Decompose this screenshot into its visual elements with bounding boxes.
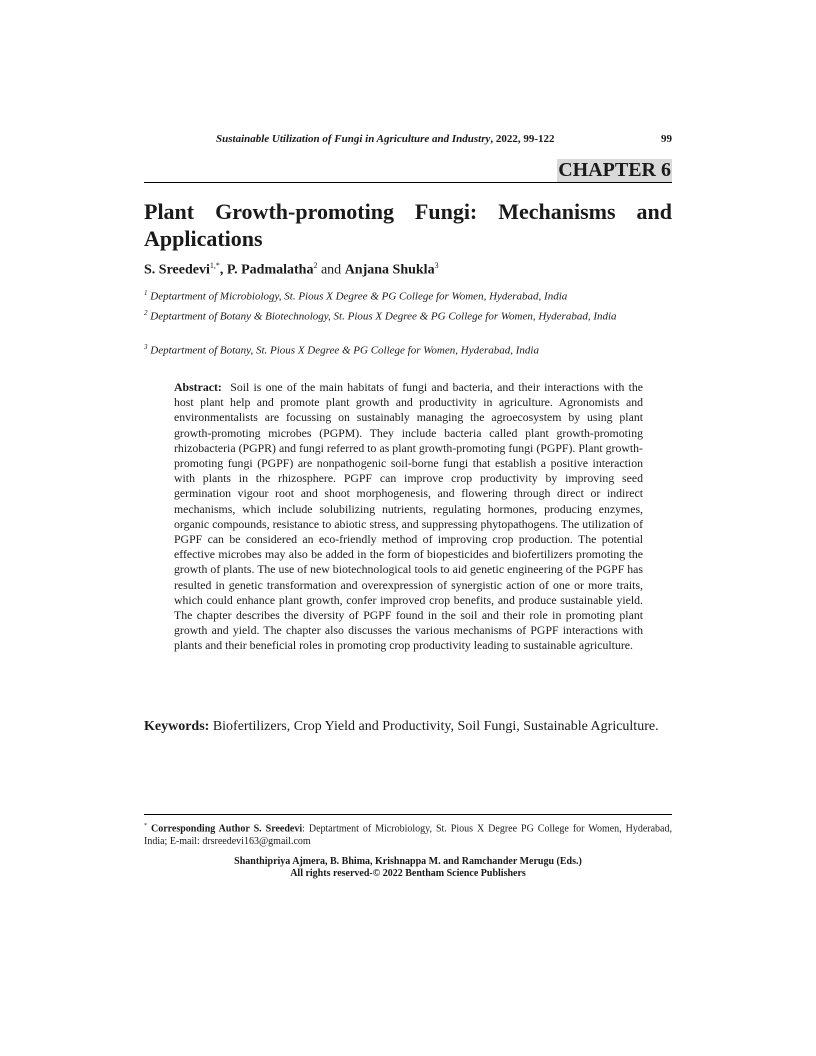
affiliation-1: [144, 286, 672, 305]
affiliation-text: Deptartment of Microbiology, St. Pious X Degree & PG College for Women, Hyderabad, India: [150, 290, 568, 303]
author-sep: and: [317, 262, 345, 278]
citation: , 2022, 99-122: [490, 133, 555, 145]
author-name: P. Padmalatha: [226, 262, 314, 278]
abstract-text: Soil is one of the main habitats of fungi and bacteria, and their interactions with the host plant help and promote plant growth and productivity in agriculture. Agronomists and environmentalists are focussing on sustainably managing the agroecosystem by using plant growth-promoting microbes (PGPM). They include bacteria called plant growth-promoting rhizobacteria (PGPR) and fungi referred to as plant growth-promoting fungi (PGPF). Plant growth-promoting fungi (PGPF) are nonpathogenic soil-borne fungi that establish a positive interaction with plants in the rhizosphere. PGPF can improve crop productivity by improving seed germination vigour root and shoot morphogenesis, and flowering through direct or indirect mechanisms, which include solubilizing nutrients, regulating hormones, producing enzymes, organic compounds, resistance to abiotic stress, and suppressing phytopathogens. The utilization of PGPF can be considered an eco-friendly method of improving crop production. The potential effective microbes may also be added in the form of biopesticides and biofertilizers promoting the growth of plants. The use of new biotechnological tools to aid genetic engineering of the PGPF has resulted in genetic transformation and overexpression of synergistic action of one or more traits, which could enhance plant growth, confer improved crop benefits, and produce sustainable yield. The chapter describes the diversity of PGPF found in the soil and their role in promoting plant growth and yield. The chapter also discusses the various mechanisms of PGPF interactions with plants and their beneficial roles in promoting crop productivity leading to sustainable agriculture.: [174, 380, 644, 653]
author-sup: 3: [434, 261, 439, 270]
footnote-label: Corresponding Author S. Sreedevi: [150, 823, 303, 835]
footnote-mark: *: [144, 823, 147, 829]
keywords-text: Biofertilizers, Crop Yield and Productivity, Soil Fungi, Sustainable Agriculture.: [212, 719, 659, 734]
affiliation-2: [144, 306, 672, 325]
author-sep: ,: [219, 262, 227, 278]
copyright-line: All rights reserved-© 2022 Bentham Science Publishers: [290, 868, 526, 879]
affiliation-text: Deptartment of Botany & Biotechnology, St. Pious X Degree & PG College for Women, Hyderabad, India: [150, 310, 617, 323]
affiliation-num: 3: [144, 343, 148, 351]
book-title: Sustainable Utilization of Fungi in Agriculture and Industry: [216, 133, 491, 145]
footnote-text: : Deptartment of Microbiology, St. Pious X Degree PG College for Women, Hyderabad, India; E-mail: drsreedevi163@gmail.com: [144, 823, 672, 847]
author-sup: 2: [313, 261, 318, 270]
title-line-1: Plant Growth-promoting Fungi: Mechanisms and: [144, 199, 672, 224]
author-name: Anjana Shukla: [344, 262, 435, 278]
chapter-label: CHAPTER 6: [558, 159, 671, 181]
editors-line: Shanthipriya Ajmera, B. Bhima, Krishnappa M. and Ramchander Merugu (Eds.): [234, 856, 582, 867]
affiliation-3: [144, 340, 672, 359]
affiliation-text: Deptartment of Botany, St. Pious X Degree & PG College for Women, Hyderabad, India: [150, 344, 539, 357]
page-number: 99: [661, 133, 672, 145]
paper-title: [144, 198, 672, 252]
title-line-2: Applications: [144, 226, 263, 251]
affiliation-num: 2: [144, 309, 148, 317]
footnote: [144, 820, 672, 848]
abstract: [174, 380, 643, 654]
affiliation-num: 1: [144, 289, 148, 297]
editors-block: [144, 856, 672, 880]
author-list: [144, 261, 439, 279]
footnote-rule: [144, 814, 672, 815]
keywords: [144, 717, 672, 736]
abstract-label: Abstract:: [174, 380, 222, 394]
chapter-rule: [144, 182, 672, 183]
keywords-label: Keywords:: [144, 719, 210, 734]
running-header: [216, 133, 555, 145]
author-name: S. Sreedevi: [144, 262, 210, 278]
author-sup: 1,*: [209, 261, 220, 270]
